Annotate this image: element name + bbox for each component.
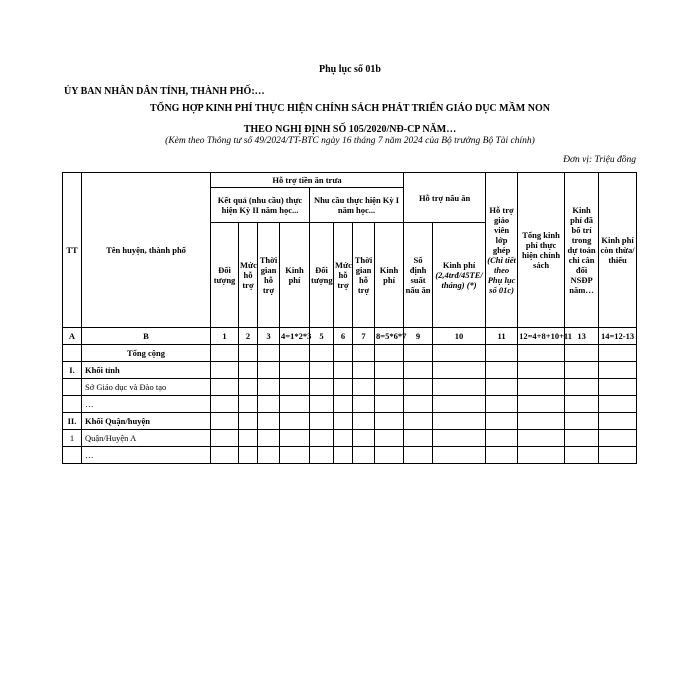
row-tt (63, 379, 82, 396)
header-row-1 (63, 173, 637, 188)
index-cell: 10 (433, 328, 486, 345)
index-cell: 12=4+8+10+11 (518, 328, 565, 345)
col-tt-header: TT (63, 173, 82, 328)
table-row (63, 396, 637, 413)
document-note: (Kèm theo Thông tư số 49/2024/TT-BTC ngày 16 tháng 7 năm 2024 của Bộ trưởng Bộ Tài chính) (165, 136, 535, 146)
need-time-header: Thời gian hỗ trợ (353, 223, 375, 328)
table-row-total (63, 345, 637, 362)
table-row (63, 447, 637, 464)
row-name: Tổng cộng (82, 345, 211, 362)
row-name: Khối tỉnh (82, 362, 211, 379)
index-cell: A (63, 328, 82, 345)
appendix-label: Phụ lục số 01b (319, 64, 381, 75)
result-time-header: Thời gian hỗ trợ (258, 223, 280, 328)
col-total-header: Tổng kinh phí thực hiện chính sách (518, 173, 565, 328)
index-cell: 9 (404, 328, 433, 345)
document-title: TỔNG HỢP KINH PHÍ THỰC HIỆN CHÍNH SÁCH PHÁT TRIỂN GIÁO DỤC MẦM NON (150, 103, 550, 114)
index-cell: 7 (353, 328, 375, 345)
row-name: Khối Quận/huyện (82, 413, 211, 430)
committee-name: ỦY BAN NHÂN DÂN TỈNH, THÀNH PHỐ:… (64, 86, 265, 97)
sub-need-header: Nhu cầu thực hiện Kỳ I năm học... (310, 188, 404, 223)
sub-result-header: Kết quả (nhu cầu) thực hiện Kỳ II năm học... (211, 188, 310, 223)
index-cell: 4=1*2*3 (280, 328, 310, 345)
row-tt (63, 345, 82, 362)
cook-funding-header (433, 223, 486, 328)
result-rate-header: Mức hỗ trợ (239, 223, 258, 328)
index-cell: 6 (334, 328, 353, 345)
index-cell: B (82, 328, 211, 345)
need-rate-header: Mức hỗ trợ (334, 223, 353, 328)
cook-funding-note: (2,4trđ/45TE/ tháng) (*) (435, 270, 483, 290)
col-name-header: Tên huyện, thành phố (82, 173, 211, 328)
row-name: Quận/Huyện A (82, 430, 211, 447)
cook-count-header: Số định suất nấu ăn (404, 223, 433, 328)
group-lunch-header: Hỗ trợ tiền ăn trưa (211, 173, 404, 188)
need-funding-header: Kinh phí (375, 223, 404, 328)
row-name: … (82, 396, 211, 413)
index-cell: 13 (565, 328, 599, 345)
row-tt: II. (63, 413, 82, 430)
index-cell: 14=12-13 (599, 328, 637, 345)
index-cell: 1 (211, 328, 239, 345)
document-title-line2: THEO NGHỊ ĐỊNH SỐ 105/2020/NĐ-CP NĂM… (243, 124, 457, 135)
cook-funding-label: Kinh phí (442, 260, 476, 270)
col-teacher-header (486, 173, 518, 328)
table-row-district (63, 413, 637, 430)
col-teacher-note: (Chi tiết theo Phụ lục số 01c) (487, 255, 516, 295)
index-row (63, 328, 637, 345)
index-cell: 8=5*6*7 (375, 328, 404, 345)
row-tt: 1 (63, 430, 82, 447)
index-cell: 2 (239, 328, 258, 345)
funding-table (62, 172, 637, 464)
table-row (63, 379, 637, 396)
col-remaining-header: Kinh phí còn thừa/ thiếu (599, 173, 637, 328)
index-cell: 5 (310, 328, 334, 345)
table-row (63, 430, 637, 447)
col-teacher-label: Hỗ trợ giáo viên lớp ghép (489, 205, 514, 255)
result-funding-header: Kinh phí (280, 223, 310, 328)
col-allocated-header: Kinh phí đã bố trí trong dự toán chi cân đối NSĐP năm… (565, 173, 599, 328)
table-row-province (63, 362, 637, 379)
row-tt (63, 447, 82, 464)
group-cook-header: Hỗ trợ nấu ăn (404, 173, 486, 223)
row-tt (63, 396, 82, 413)
index-cell: 11 (486, 328, 518, 345)
row-name: Sở Giáo dục và Đào tạo (82, 379, 211, 396)
result-subjects-header: Đối tượng (211, 223, 239, 328)
index-cell: 3 (258, 328, 280, 345)
unit-label: Đơn vị: Triệu đồng (563, 155, 636, 165)
row-tt: I. (63, 362, 82, 379)
need-subjects-header: Đối tượng (310, 223, 334, 328)
row-name: … (82, 447, 211, 464)
